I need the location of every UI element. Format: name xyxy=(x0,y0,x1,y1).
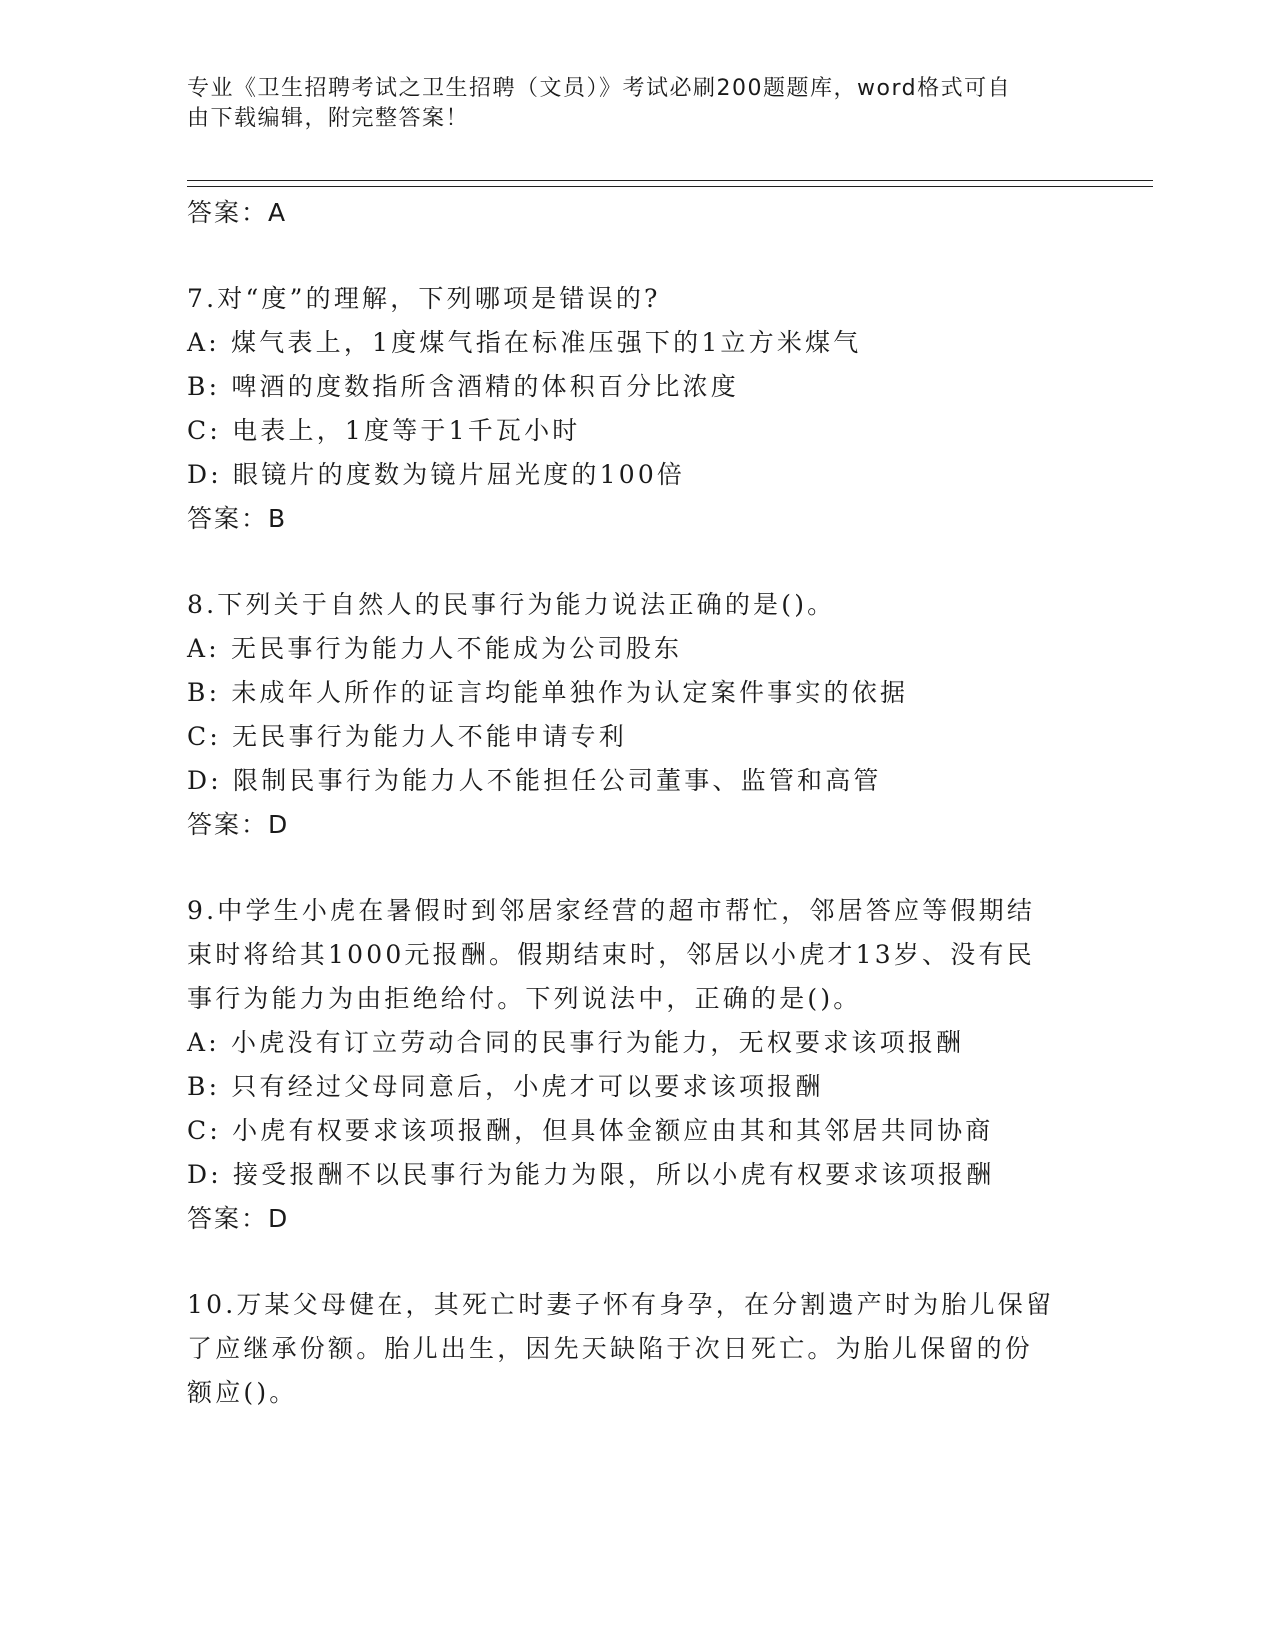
question-8-option-d: D: 限制民事行为能力人不能担任公司董事、监管和高管 xyxy=(187,766,882,795)
question-9-stem-line-2: 束时将给其1000元报酬。假期结束时，邻居以小虎才13岁、没有民 xyxy=(187,940,1035,969)
question-7-option-a: A: 煤气表上，1度煤气指在标准压强下的1立方米煤气 xyxy=(187,328,862,357)
question-9-option-c: C: 小虎有权要求该项报酬，但具体金额应由其和其邻居共同协商 xyxy=(187,1116,994,1145)
header-divider-top xyxy=(187,180,1153,181)
question-7-answer: 答案：B xyxy=(187,504,288,533)
question-10-stem-line-3: 额应()。 xyxy=(187,1378,298,1407)
question-10-stem-line-1: 10.万某父母健在，其死亡时妻子怀有身孕，在分割遗产时为胎儿保留 xyxy=(187,1290,1055,1319)
question-7-stem: 7.对“度”的理解，下列哪项是错误的? xyxy=(187,284,661,313)
question-9-answer: 答案：D xyxy=(187,1204,290,1233)
question-9-option-a: A: 小虎没有订立劳动合同的民事行为能力，无权要求该项报酬 xyxy=(187,1028,965,1057)
question-8-option-b: B: 未成年人所作的证言均能单独作为认定案件事实的依据 xyxy=(187,678,909,707)
question-8-stem: 8.下列关于自然人的民事行为能力说法正确的是()。 xyxy=(187,590,836,619)
question-9-stem-line-3: 事行为能力为由拒绝给付。下列说法中，正确的是()。 xyxy=(187,984,862,1013)
question-9-option-b: B: 只有经过父母同意后，小虎才可以要求该项报酬 xyxy=(187,1072,824,1101)
question-9-stem-line-1: 9.中学生小虎在暑假时到邻居家经营的超市帮忙，邻居答应等假期结 xyxy=(187,896,1036,925)
question-10-stem-line-2: 了应继承份额。胎儿出生，因先天缺陷于次日死亡。为胎儿保留的份 xyxy=(187,1334,1034,1363)
question-7-option-b: B: 啤酒的度数指所含酒精的体积百分比浓度 xyxy=(187,372,739,401)
answer-previous: 答案：A xyxy=(187,198,288,227)
header-line-1: 专业《卫生招聘考试之卫生招聘（文员）》考试必刷200题题库，word格式可自 xyxy=(187,76,1012,101)
question-8-option-c: C: 无民事行为能力人不能申请专利 xyxy=(187,722,627,751)
question-8-answer: 答案：D xyxy=(187,810,290,839)
header-divider-bottom xyxy=(187,186,1153,187)
document-header xyxy=(187,74,1067,134)
question-7-option-d: D: 眼镜片的度数为镜片屈光度的100倍 xyxy=(187,460,686,489)
question-9-option-d: D: 接受报酬不以民事行为能力为限，所以小虎有权要求该项报酬 xyxy=(187,1160,995,1189)
header-line-2: 由下载编辑，附完整答案！ xyxy=(187,106,470,131)
question-8-option-a: A: 无民事行为能力人不能成为公司股东 xyxy=(187,634,683,663)
question-7-option-c: C: 电表上，1度等于1千瓦小时 xyxy=(187,416,581,445)
